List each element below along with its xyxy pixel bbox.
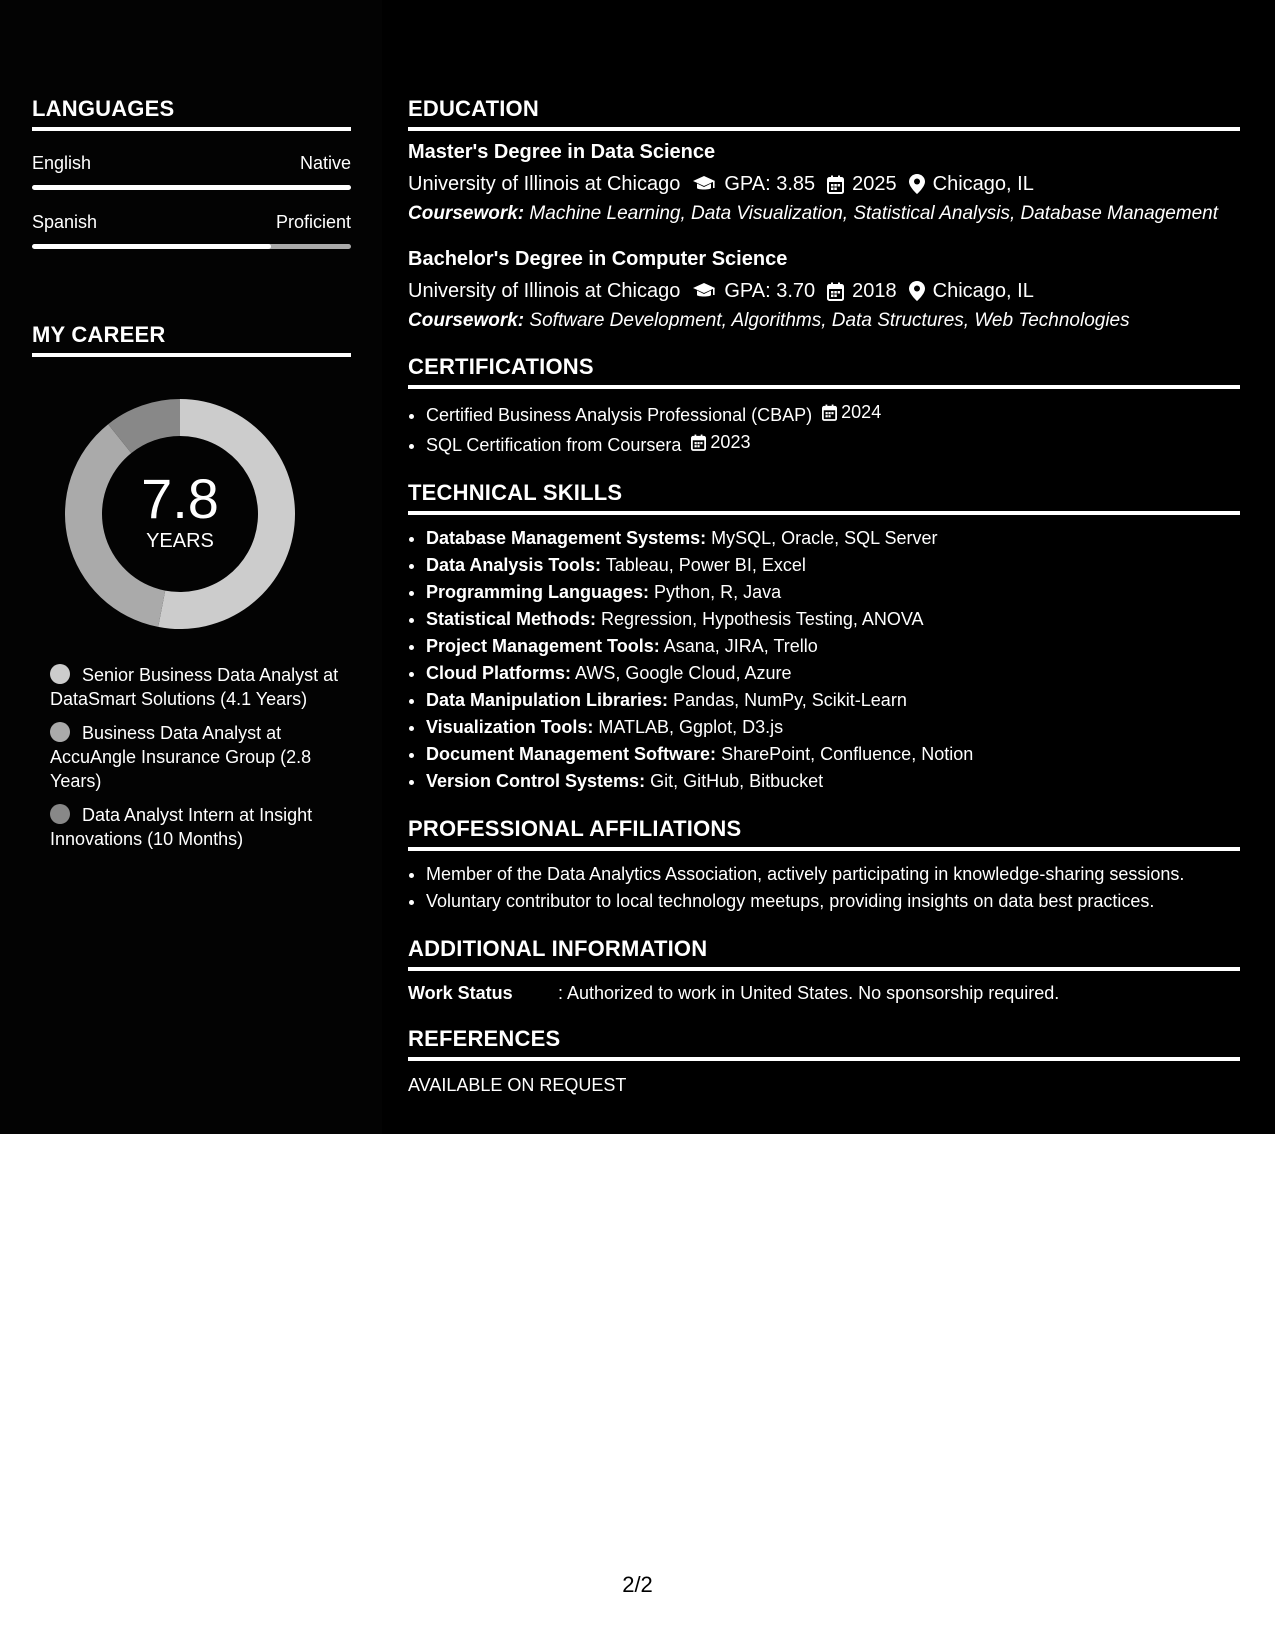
language-name: English [32,153,92,173]
certification-name: SQL Certification from Coursera [426,435,682,455]
references-text: AVAILABLE ON REQUEST [408,1075,627,1095]
calendar-icon [827,175,844,194]
language-item [32,210,351,249]
language-level: Proficient [275,212,351,232]
education-year: 2018 [852,280,897,302]
career-donut-chart [65,399,295,629]
work-status-label: Work Status [408,983,513,1003]
skill-value: Python, R, Java [654,582,782,602]
education-school: University of Illinois at Chicago [408,173,681,195]
career-dot-icon [50,804,70,824]
skill-label: Version Control Systems: [426,771,646,791]
skill-label: Programming Languages: [426,582,650,602]
skill-item [426,660,1240,687]
skill-label: Cloud Platforms: [426,663,572,683]
skill-label: Database Management Systems: [426,528,707,548]
skill-value: Tableau, Power BI, Excel [605,555,806,575]
graduation-cap-icon [692,282,716,300]
affiliation-item: • Member of the Data Analytics Association, actively participating in knowledge-sharing sessions. [426,861,1240,888]
career-dot-icon [50,664,70,684]
affiliations-title: PROFESSIONAL AFFILIATIONS [408,815,1240,851]
skills-title: TECHNICAL SKILLS [408,479,1240,515]
career-item [50,721,340,793]
education-degree: Master's Degree in Data Science [408,141,716,163]
skill-value: SharePoint, Confluence, Notion [721,744,974,764]
career-item-label: Senior Business Data Analyst at DataSmart Solutions (4.1 Years) [50,665,339,709]
graduation-cap-icon [692,175,716,193]
career-total-unit: YEARS [146,530,214,552]
additional-info-title: ADDITIONAL INFORMATION [408,935,1240,971]
education-coursework [408,309,1240,333]
certification-name: Certified Business Analysis Professional (CBAP) [426,405,813,425]
skill-item [426,606,1240,633]
education-degree: Bachelor's Degree in Computer Science [408,248,788,270]
skill-label: Document Management Software: [426,744,717,764]
skill-label: Data Manipulation Libraries: [426,690,669,710]
coursework-label: Coursework: [408,310,525,331]
career-title: MY CAREER [32,321,351,357]
skill-value: AWS, Google Cloud, Azure [575,663,792,683]
skill-value: MATLAB, Ggplot, D3.js [598,717,784,737]
skill-value: Regression, Hypothesis Testing, ANOVA [601,609,924,629]
affiliations-section [408,815,1240,915]
language-name: Spanish [32,212,98,232]
skill-value: Asana, JIRA, Trello [663,636,818,656]
career-item [50,803,340,851]
work-status-value: : Authorized to work in United States. No sponsorship required. [558,983,1060,1003]
career-item [50,663,340,711]
education-location: Chicago, IL [932,173,1034,195]
main-content [382,0,1275,1134]
skill-item [426,579,1240,606]
page-number: 2/2 [622,1572,653,1597]
language-proficiency-bar [32,185,351,190]
education-item [408,246,1240,333]
skill-value: Pandas, NumPy, Scikit-Learn [673,690,907,710]
skill-item [426,633,1240,660]
education-gpa: GPA: 3.70 [724,280,816,302]
certification-item [426,399,1240,429]
skill-value: Git, GitHub, Bitbucket [650,771,824,791]
language-item [32,151,351,190]
additional-info-section [408,935,1240,1005]
career-list [50,663,340,851]
career-item-label: Data Analyst Intern at Insight Innovations (10 Months) [50,805,313,849]
education-gpa: GPA: 3.85 [724,173,816,195]
skill-item [426,552,1240,579]
sidebar [0,0,382,1134]
education-item [408,139,1240,226]
skill-label: Project Management Tools: [426,636,660,656]
language-proficiency-fill [32,185,351,190]
map-pin-icon [909,174,925,194]
career-item-label: Business Data Analyst at AccuAngle Insurance Group (2.8 Years) [50,723,312,791]
calendar-icon [691,434,706,451]
references-section [408,1025,1240,1097]
skill-label: Data Analysis Tools: [426,555,602,575]
coursework-text: Machine Learning, Data Visualization, Statistical Analysis, Database Management [529,203,1219,224]
certification-year: 2023 [710,432,751,452]
skill-label: Visualization Tools: [426,717,594,737]
calendar-icon [827,282,844,301]
skill-label: Statistical Methods: [426,609,597,629]
language-level: Native [299,153,351,173]
skill-item [426,687,1240,714]
language-proficiency-bar [32,244,351,249]
education-school: University of Illinois at Chicago [408,280,681,302]
career-dot-icon [50,722,70,742]
education-year: 2025 [852,173,897,195]
affiliation-item: • Voluntary contributor to local technology meetups, providing insights on data best practices. [426,888,1240,915]
certifications-title: CERTIFICATIONS [408,353,1240,389]
certification-year: 2024 [841,402,882,422]
skills-section [408,479,1240,795]
education-location: Chicago, IL [932,280,1034,302]
skill-item [426,525,1240,552]
skill-item [426,768,1240,795]
education-coursework [408,202,1240,226]
calendar-icon [822,404,837,421]
education-title: EDUCATION [408,95,1240,131]
certifications-section [408,353,1240,459]
skill-item [426,714,1240,741]
coursework-label: Coursework: [408,203,525,224]
language-proficiency-fill [32,244,271,249]
map-pin-icon [909,281,925,301]
certification-item [426,429,1240,459]
skill-item [426,741,1240,768]
languages-title: LANGUAGES [32,95,351,131]
career-total-years: 7.8 [141,467,219,530]
skill-value: MySQL, Oracle, SQL Server [711,528,938,548]
coursework-text: Software Development, Algorithms, Data Structures, Web Technologies [529,310,1130,331]
references-title: REFERENCES [408,1025,1240,1061]
